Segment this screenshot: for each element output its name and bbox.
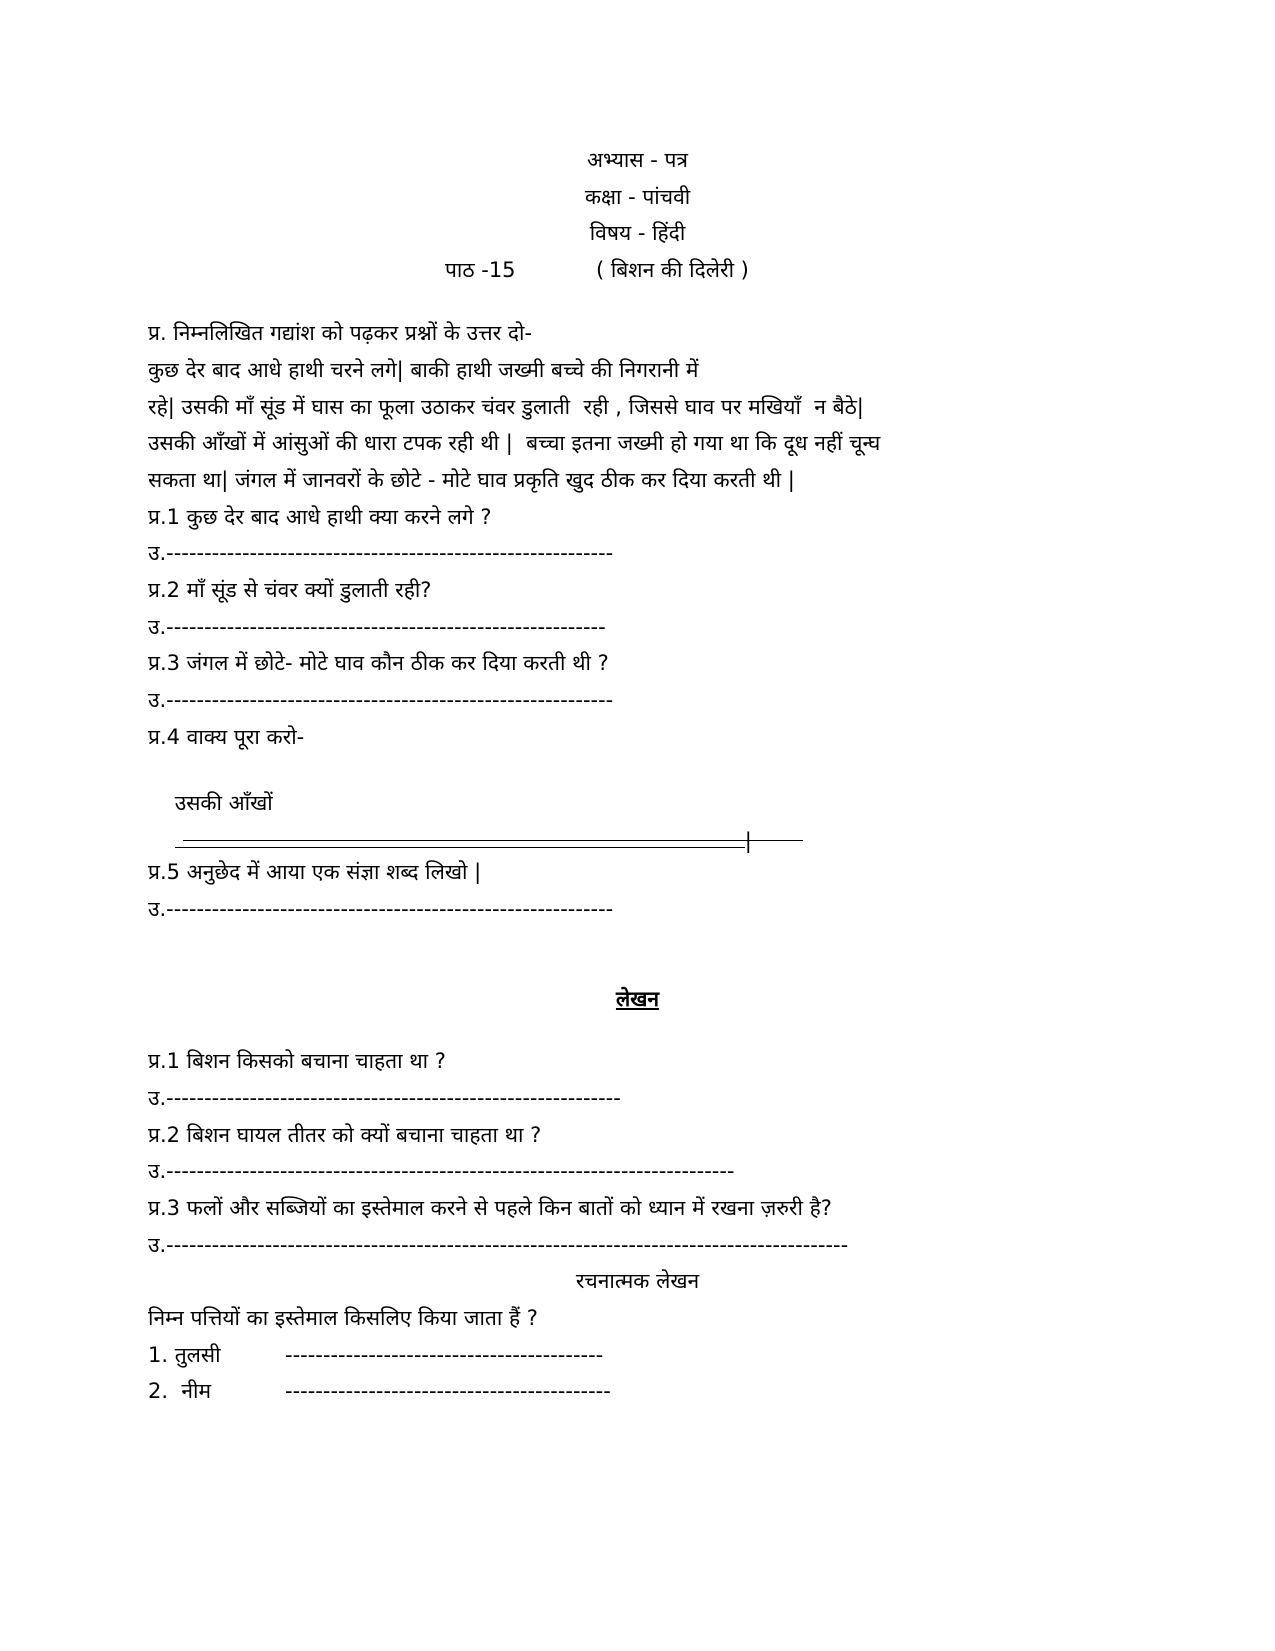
sentence-end: |: [744, 829, 752, 853]
answer-line-2: उ.----------------------------------------------------------: [148, 615, 606, 639]
question-5: प्र.5 अनुछेद में आया एक संज्ञा शब्द लिखो |: [148, 860, 482, 884]
question-1: प्र.1 कुछ देर बाद आधे हाथी क्या करने लगे ?: [148, 505, 492, 529]
passage-line: उसकी आँखों में आंसुओं की धारा टपक रही थी | बच्चा इतना जख्मी हो गया था कि दूध नहीं चून्घ: [148, 431, 881, 455]
sentence-blank: [175, 825, 745, 848]
passage-line: रहे| उसकी माँ सूंड में घास का फूला उठाकर चंवर डुलाती रही , जिससे घाव पर मखियाँ न बैठे|: [148, 395, 864, 419]
writing-question-1: प्र.1 बिशन किसको बचाना चाहता था ?: [148, 1049, 446, 1073]
passage-instruction: प्र. निम्नलिखित गद्यांश को पढ़कर प्रश्नों के उत्तर दो-: [148, 321, 533, 345]
lesson-name: ( बिशन की दिलेरी ): [596, 258, 749, 282]
answer-line-1: उ.-----------------------------------------------------------: [148, 541, 614, 565]
question-3: प्र.3 जंगल में छोटे- मोटे घाव कौन ठीक कर दिया करती थी ?: [148, 651, 609, 675]
passage-line: सकता था| जंगल में जानवरों के छोटे - मोटे घाव प्रकृति खुद ठीक कर दिया करती थी |: [148, 468, 795, 492]
answer-line-3: उ.-----------------------------------------------------------: [148, 688, 614, 712]
sentence-start: उसकी आँखों: [174, 791, 273, 815]
writing-question-2: प्र.2 बिशन घायल तीतर को क्यों बचाना चाहता था ?: [148, 1123, 542, 1147]
question-2: प्र.2 माँ सूंड से चंवर क्यों डुलाती रही?: [148, 578, 432, 602]
writing-answer-line-1: उ.------------------------------------------------------------: [148, 1086, 621, 1110]
leaf-blank-neem: -------------------------------------------: [285, 1379, 611, 1403]
answer-line-5: उ.-----------------------------------------------------------: [148, 897, 614, 921]
writing-answer-line-3: उ.------------------------------------------------------------------------------------------: [148, 1233, 849, 1257]
creative-heading: रचनात्मक लेखन: [575, 1269, 700, 1293]
leaf-item-neem: 2. नीम: [148, 1379, 212, 1403]
creative-prompt: निम्न पत्तियों का इस्तेमाल किसलिए किया जाता हैं ?: [148, 1306, 538, 1330]
writing-answer-line-2: उ.---------------------------------------------------------------------------: [148, 1159, 735, 1183]
writing-question-3: प्र.3 फलों और सब्जियों का इस्तेमाल करने से पहले किन बातों को ध्यान में रखना ज़रुरी है?: [148, 1196, 832, 1220]
question-4: प्र.4 वाक्य पूरा करो-: [148, 725, 305, 749]
leaf-item-tulsi: 1. तुलसी: [148, 1343, 221, 1367]
lesson-number: पाठ -15: [445, 258, 516, 282]
class-label: कक्षा - पांचवी: [584, 185, 691, 209]
leaf-blank-tulsi: ------------------------------------------: [285, 1343, 604, 1367]
worksheet-title: अभ्यास - पत्र: [586, 148, 689, 172]
subject-label: विषय - हिंदी: [589, 221, 686, 245]
writing-heading: लेखन: [615, 987, 660, 1011]
passage-line: कुछ देर बाद आधे हाथी चरने लगे| बाकी हाथी जख्मी बच्चे की निगरानी में: [148, 358, 699, 382]
